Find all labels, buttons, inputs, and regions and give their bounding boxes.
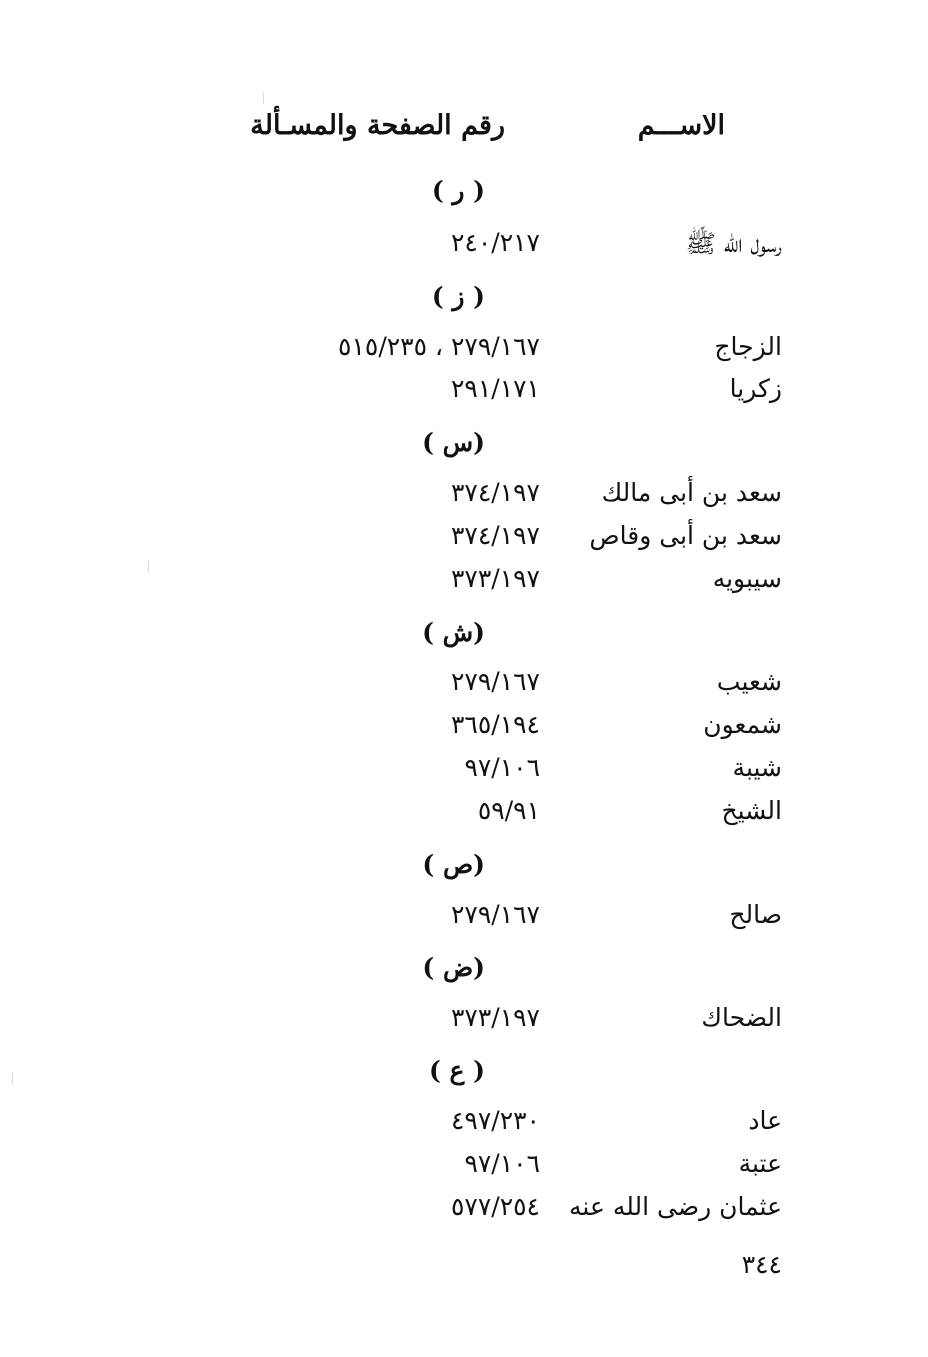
entry-reference: ٢٤٠/٢١٧ [451, 228, 540, 257]
entry-reference: ٣٧٤/١٩٧ [451, 521, 540, 550]
entry-name: شيبة [732, 753, 782, 782]
scan-speck [12, 1072, 13, 1084]
section-letter-sin: (س ) [422, 428, 485, 457]
entry-reference: ٣٦٥/١٩٤ [451, 710, 540, 739]
entry-name: سيبويه [712, 564, 782, 593]
section-letter-sad: (ص ) [422, 850, 485, 879]
entry-reference: ٢٧٩/١٦٧ [451, 667, 540, 696]
entry-reference: ٣٧٣/١٩٧ [451, 1003, 540, 1032]
entry-name: الشيخ [721, 796, 782, 825]
entry-reference: ٥٩/٩١ [477, 796, 540, 825]
entry-name: عثمان رضى الله عنه [569, 1192, 782, 1221]
section-letter-dad: (ض ) [422, 953, 485, 982]
entry-name: سعد بن أبى مالك [601, 478, 782, 507]
scan-speck [263, 92, 264, 104]
entry-reference: ٤٩٧/٢٣٠ [451, 1106, 540, 1135]
entry-reference: ٢٧٩/١٦٧ [451, 900, 540, 929]
entry-name: شعيب [716, 667, 782, 696]
entry-name: زكريا [729, 374, 782, 403]
section-letter-ain: ( ع ) [429, 1056, 485, 1085]
section-letter-ra: ( ر ) [431, 176, 485, 205]
section-letter-zay: ( ز ) [431, 282, 485, 311]
page-number: ٣٤٤ [741, 1250, 782, 1279]
entry-reference: ٩٧/١٠٦ [464, 1149, 540, 1178]
column-header-reference: رقم الصفحة والمسـألة [250, 110, 505, 141]
column-header-name: الاســـم [637, 110, 725, 141]
section-letter-shin: (ش ) [422, 618, 485, 647]
entry-name: الزجاج [714, 332, 782, 361]
entry-reference: ٣٧٤/١٩٧ [451, 478, 540, 507]
entry-reference: ٥٧٧/٢٥٤ [451, 1192, 540, 1221]
entry-name: صالح [729, 900, 782, 929]
entry-name: رسول الله ﷺ [685, 229, 782, 258]
entry-reference: ٢٩١/١٧١ [451, 374, 540, 403]
entry-reference: ٩٧/١٠٦ [464, 753, 540, 782]
entry-name: عاد [748, 1106, 782, 1135]
entry-name: سعد بن أبى وقاص [589, 521, 782, 550]
scan-speck [148, 560, 149, 572]
entry-name: الضحاك [701, 1003, 782, 1032]
entry-name: شمعون [703, 710, 782, 739]
entry-reference: ٣٧٣/١٩٧ [451, 564, 540, 593]
entry-name: عتبة [738, 1149, 782, 1178]
entry-reference: ٢٧٩/١٦٧ ، ٥١٥/٢٣٥ [338, 332, 540, 361]
